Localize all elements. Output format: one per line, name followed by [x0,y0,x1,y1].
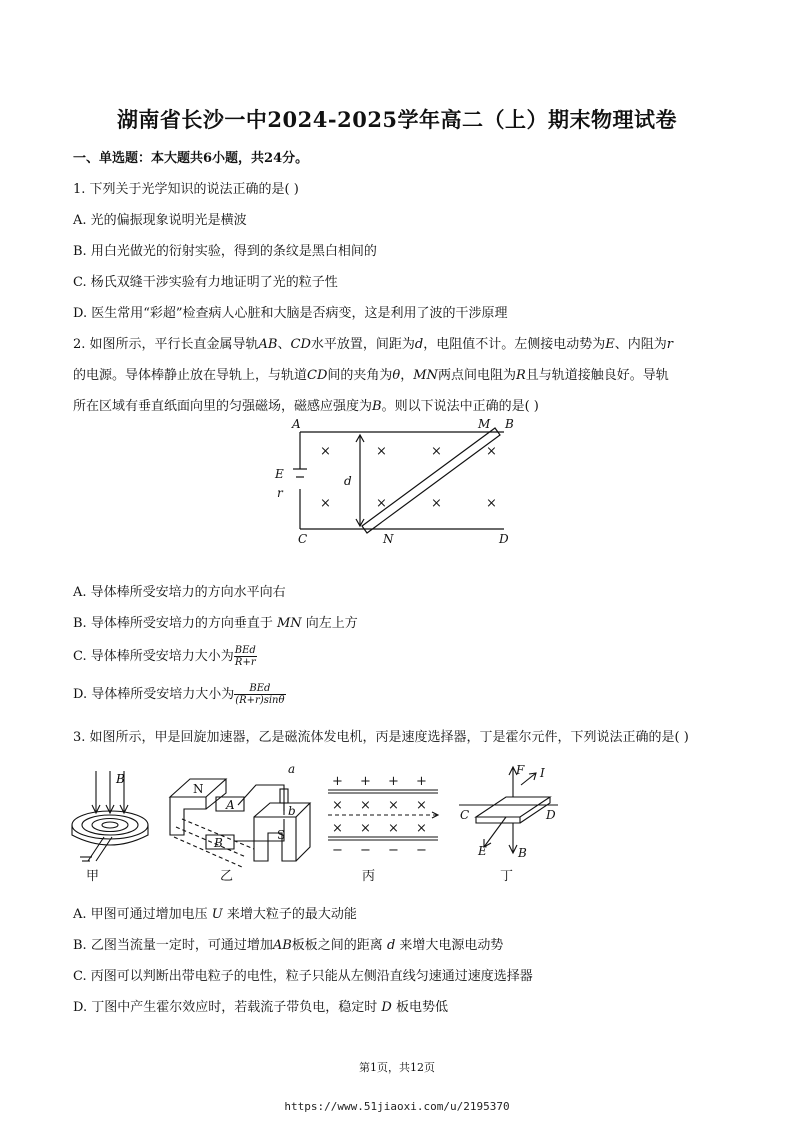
symbol: U [211,907,223,922]
label-r: r [277,486,283,500]
text: ，电阻值不计。左侧接电动势为 [423,337,606,352]
text: 。则以下说法中正确的是( ) [381,399,539,414]
label-C: C [298,532,308,546]
denominator: (R+r)sinθ [235,695,285,706]
q1-option-b: B. 用白光做光的衍射实验，得到的条纹是黑白相间的 [73,244,377,259]
text: 间的夹角为 [327,368,393,383]
field-cross: × [431,496,442,511]
text: D. 丁图中产生霍尔效应时，若载流子带负电，稳定时 [73,1000,378,1015]
numerator: BEd [234,645,256,656]
denominator: R+r [234,657,256,668]
label-a: a [288,762,296,776]
symbol: E [605,337,615,352]
text: 板板之间的距离 [291,938,383,953]
mhd-generator-figure [170,779,310,867]
field-cross: × [376,496,387,511]
field-cross: × [332,821,343,836]
label-B: B [505,417,514,431]
text: 来增大电源电动势 [399,938,504,953]
symbol: B [372,399,382,414]
plate-plus: + [332,774,343,789]
label-E: E [275,467,284,481]
field-cross: × [332,798,343,813]
text: A. 甲图可通过增加电压 [73,907,208,922]
symbol: r [666,337,673,352]
symbol: MN [276,616,302,631]
page-number: 第1页，共12页 [359,1061,435,1074]
field-cross: × [431,444,442,459]
field-cross: × [416,798,427,813]
text: 所在区域有垂直纸面向里的匀强磁场，磁感应强度为 [73,399,373,414]
q1-option-c: C. 杨氏双缝干涉实验有力地证明了光的粒子性 [73,275,338,290]
text: 的电源。导体棒静止放在导轨上，与轨道 [73,368,308,383]
symbol: CD [290,337,311,352]
q2-stem-line2 [73,364,669,383]
symbol: d [386,938,396,953]
q1-stem: 1. 下列关于光学知识的说法正确的是( ) [73,182,299,197]
field-cross: × [360,798,371,813]
symbol: AB [272,938,292,953]
text: 水平放置，间距为 [310,337,415,352]
symbol: AB [258,337,278,352]
symbol: D [381,1000,392,1015]
q3-apparatus-figures [66,757,576,887]
plate-minus: − [332,843,343,858]
symbol: R [515,368,526,383]
q2-option-d [73,683,286,706]
plate-minus: − [360,843,371,858]
watermark-url[interactable]: https://www.51jiaoxi.com/u/2195370 [284,1100,510,1113]
label-A: A [292,417,301,431]
text: 向左上方 [305,616,358,631]
text: 2. 如图所示，平行长直金属导轨 [73,337,259,352]
field-cross: × [320,496,331,511]
text: 、内阻为 [614,337,667,352]
text: 两点间电阻为 [437,368,516,383]
field-cross: × [376,444,387,459]
q1-option-d: D. 医生常用“彩超”检查病人心脏和大脑是否病变，这是利用了波的干涉原理 [73,306,508,321]
fraction [234,645,257,668]
label-C: C [460,808,470,822]
label-I: I [540,766,545,780]
text: 、 [277,337,291,352]
caption-yi: 乙 [220,869,234,884]
q3-option-d [73,996,448,1015]
text: D. 导体棒所受安培力大小为 [73,687,235,702]
label-b: b [288,804,296,818]
text: C. 导体棒所受安培力大小为 [73,649,234,664]
field-cross: × [388,798,399,813]
q3-option-c: C. 丙图可以判断出带电粒子的电性，粒子只能从左侧沿直线匀速通过速度选择器 [73,969,533,984]
plate-plus: + [360,774,371,789]
symbol: CD [307,368,328,383]
text: ， [400,368,414,383]
symbol: θ [392,368,401,383]
q3-stem: 3. 如图所示，甲是回旋加速器，乙是磁流体发电机，丙是速度选择器，丁是霍尔元件，下列说法正确的是( ) [73,730,689,745]
field-cross: × [486,444,497,459]
q2-rail-diagram [270,415,520,547]
q2-option-b [73,612,358,631]
plate-plus: + [416,774,427,789]
fraction [234,683,285,706]
text: B. 导体棒所受安培力的方向垂直于 [73,616,273,631]
label-D: D [499,532,509,546]
field-cross: × [388,821,399,836]
q1-option-a: A. 光的偏振现象说明光是横波 [73,213,247,228]
text: 板电势低 [395,1000,448,1015]
q2-stem-line1 [73,333,673,352]
q2-stem-line3 [73,395,539,414]
label-N: N [383,532,394,546]
field-cross: × [320,444,331,459]
q2-option-c [73,645,257,668]
plate-minus: − [416,843,427,858]
q3-option-b [73,934,503,953]
label-N: N [193,782,204,796]
label-A: A [226,798,235,812]
label-B: B [214,836,223,850]
field-cross: × [486,496,497,511]
caption-jia: 甲 [86,869,100,884]
label-M: M [478,417,491,431]
field-cross: × [416,821,427,836]
label-F: F [516,763,525,777]
cyclotron-figure [72,771,148,861]
q3-option-a [73,903,357,922]
plate-minus: − [388,843,399,858]
symbol: MN [413,368,438,383]
text: 来增大粒子的最大动能 [226,907,357,922]
text: B. 乙图当流量一定时，可通过增加 [73,938,273,953]
field-cross: × [360,821,371,836]
label-d: d [344,474,352,488]
caption-bing: 丙 [362,869,376,884]
label-S: S [277,828,286,842]
page-title: 湖南省长沙一中2024-2025学年高二（上）期末物理试卷 [116,107,678,132]
section-heading: 一、单选题：本大题共6小题，共24分。 [73,151,309,166]
label-B: B [116,772,125,786]
numerator: BEd [234,683,285,695]
label-D: D [546,808,556,822]
text: 且与轨道接触良好。导轨 [525,368,669,383]
label-E: E [478,844,487,858]
q2-option-a: A. 导体棒所受安培力的方向水平向右 [73,585,286,600]
label-B: B [518,846,527,860]
caption-ding: 丁 [500,869,514,884]
symbol: d [414,337,424,352]
plate-plus: + [388,774,399,789]
